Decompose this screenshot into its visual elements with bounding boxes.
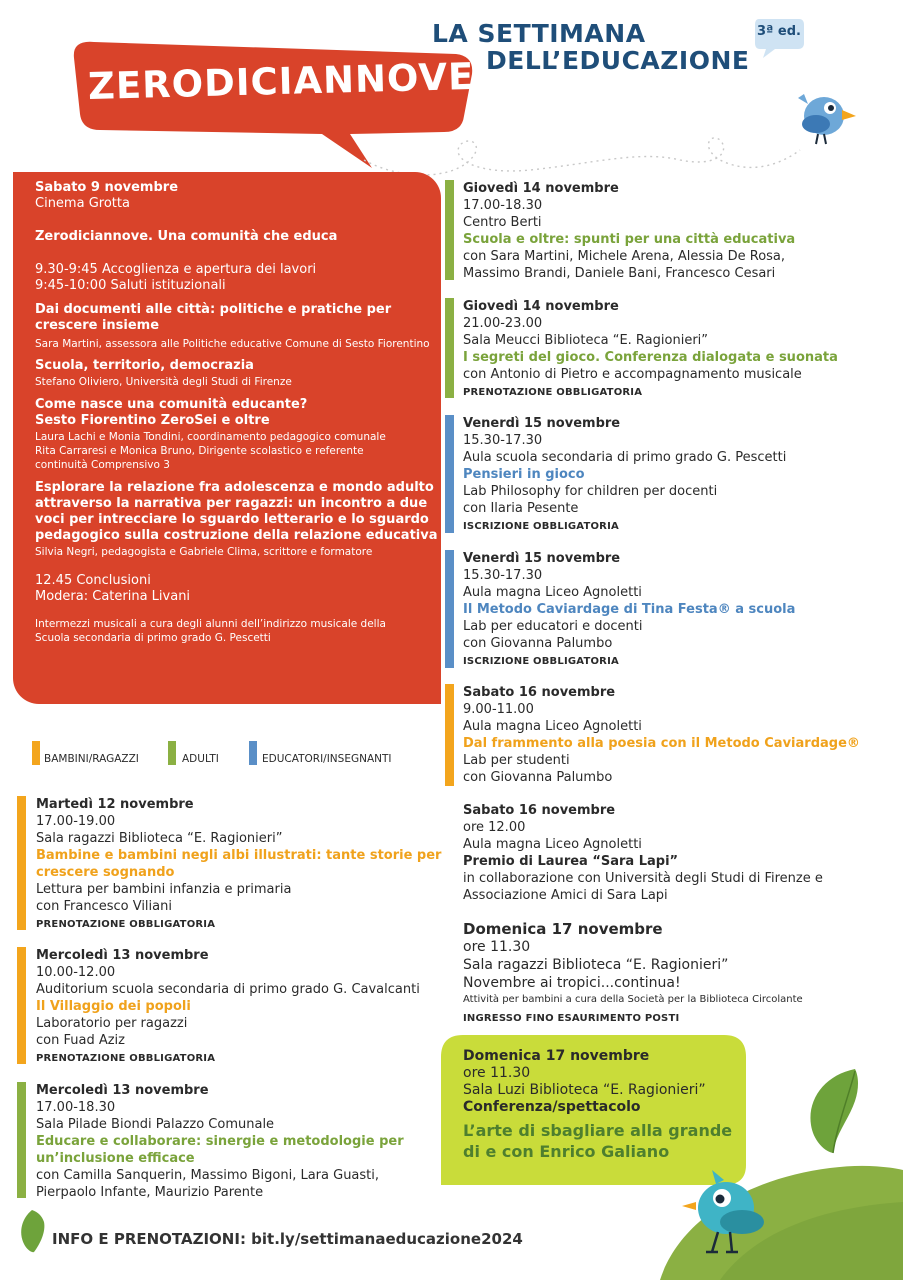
event-time: 17.00-19.00 [36,814,116,829]
page-title-line1: LA SETTIMANA [432,19,646,48]
category-bar [17,1082,26,1198]
event-title: crescere sognando [36,865,175,880]
talk-speaker: continuità Comprensivo 3 [35,459,170,471]
main-headline: Zerodiciannove. Una comunità che educa [35,229,338,244]
event-note: PRENOTAZIONE OBBLIGATORIA [36,919,216,930]
info-line: INFO E PRENOTAZIONI: bit.ly/settimanaeducazione2024 [52,1230,523,1248]
event-time: 15.30-17.30 [463,568,543,583]
edition-label: 3ª ed. [757,24,801,39]
event-time: ore 11.30 [463,939,531,955]
event-card [445,550,865,668]
event-title: di e con Enrico Galiano [463,1142,670,1161]
talk-speaker: Silvia Negri, pedagogista e Gabriele Clima, scrittore e formatore [35,546,373,558]
event-time: 17.00-18.30 [463,198,543,213]
event-date: Martedì 12 novembre [36,797,194,812]
event-card [17,796,442,930]
event-time: 10.00-12.00 [36,965,116,980]
event-title: Educare e collaborare: sinergie e metodologie per [36,1134,404,1149]
event-desc: con Francesco Viliani [36,899,172,914]
event-time: ore 11.30 [463,1065,531,1081]
category-bar [17,796,26,930]
event-title: un’inclusione efficace [36,1151,195,1166]
event-title: Premio di Laurea “Sara Lapi” [463,854,679,869]
event-venue: Auditorium scuola secondaria di primo grado G. Cavalcanti [36,982,420,997]
event-date: Venerdì 15 novembre [463,416,621,431]
talk-title: pedagogico sulla costruzione della relazione educativa [35,528,438,543]
event-desc: Lab Philosophy for children per docenti [463,484,718,499]
event-title: Bambine e bambini negli albi illustrati: tante storie per [36,848,442,863]
talk-title: attraverso la narrativa per ragazzi: un incontro a due [35,496,428,511]
event-date: Giovedì 14 novembre [463,299,619,314]
event-venue: Aula magna Liceo Agnoletti [463,837,642,852]
event-desc: con Sara Martini, Michele Arena, Alessia De Rosa, [463,249,786,264]
event-time: 9.00-11.00 [463,702,534,717]
main-conclusion: 12.45 Conclusioni [35,573,151,588]
legend-label: ADULTI [182,753,219,765]
talk-speaker: Stefano Oliviero, Università degli Studi di Firenze [35,376,292,388]
category-bar [445,298,454,398]
category-bar [445,550,454,668]
talk-title: Come nasce una comunità educante? [35,397,308,412]
event-desc: in collaborazione con Università degli Studi di Firenze e [463,871,823,886]
event-title: L’arte di sbagliare alla grande [463,1121,733,1140]
event-desc: con Giovanna Palumbo [463,636,613,651]
event-date: Venerdì 15 novembre [463,551,621,566]
event-note: INGRESSO FINO ESAURIMENTO POSTI [463,1013,680,1024]
event-desc: Massimo Brandi, Daniele Bani, Francesco Cesari [463,266,776,281]
event-venue: Sala ragazzi Biblioteca “E. Ragionieri” [36,831,283,846]
event-date: Domenica 17 novembre [463,920,663,938]
event-desc: Lettura per bambini infanzia e primaria [36,882,292,897]
event-note: PRENOTAZIONE OBBLIGATORIA [463,387,643,398]
event-time: 15.30-17.30 [463,433,543,448]
event-venue: Sala ragazzi Biblioteca “E. Ragionieri” [463,957,729,973]
event-desc: Attività per bambini a cura della Società per la Biblioteca Circolante [463,994,803,1005]
page-title-line2: DELL’EDUCAZIONE [486,46,750,75]
event-card [17,1082,432,1198]
event-title: Il Metodo Caviardage di Tina Festa® a scuola [463,602,796,617]
talk-title: voci per intrecciare lo sguardo letterario e lo sguardo [35,512,429,527]
legend-swatch-orange [32,741,40,765]
event-venue: Aula magna Liceo Agnoletti [463,719,642,734]
event-note: ISCRIZIONE OBBLIGATORIA [463,521,619,532]
logo-wordmark: ZERODICIANNOVE [87,54,475,109]
legend-label: BAMBINI/RAGAZZI [44,753,139,765]
talk-title: crescere insieme [35,318,160,333]
category-bar [445,415,454,533]
event-desc: Lab per educatori e docenti [463,619,643,634]
event-desc: Lab per studenti [463,753,570,768]
main-note: Intermezzi musicali a cura degli alunni dell’indirizzo musicale della [35,618,386,630]
event-time: 17.00-18.30 [36,1100,116,1115]
main-date: Sabato 9 novembre [35,180,179,195]
event-venue: Sala Pilade Biondi Palazzo Comunale [36,1117,275,1132]
main-event-panel [13,172,441,704]
legend-label: EDUCATORI/INSEGNANTI [262,753,392,765]
event-note: ISCRIZIONE OBBLIGATORIA [463,656,619,667]
main-note: Scuola secondaria di primo grado G. Pescetti [35,632,271,644]
event-time: ore 12.00 [463,820,526,835]
event-desc: Pierpaolo Infante, Maurizio Parente [36,1185,264,1200]
event-card [445,684,865,786]
event-venue: Aula magna Liceo Agnoletti [463,585,642,600]
legend-swatch-green [168,741,176,765]
event-desc: con Ilaria Pesente [463,501,579,516]
event-venue: Centro Berti [463,215,542,230]
event-date: Mercoledì 13 novembre [36,1083,209,1098]
event-desc: con Fuad Aziz [36,1033,125,1048]
event-desc: Associazione Amici di Sara Lapi [463,888,668,903]
bird-icon [682,1162,782,1260]
event-date: Sabato 16 novembre [463,685,616,700]
event-venue: Sala Luzi Biblioteca “E. Ragionieri” [463,1082,706,1098]
talk-title: Scuola, territorio, democrazia [35,358,254,373]
event-card [445,180,865,280]
legend-swatch-blue [249,741,257,765]
category-bar [17,947,26,1064]
event-card [445,415,865,533]
talk-title: Sesto Fiorentino ZeroSei e oltre [35,413,270,428]
event-date: Domenica 17 novembre [463,1048,650,1064]
category-bar [445,684,454,786]
event-date: Mercoledì 13 novembre [36,948,209,963]
event-venue: Aula scuola secondaria di primo grado G. Pescetti [463,450,787,465]
main-schedule-item: 9.30-9:45 Accoglienza e apertura dei lavori [35,262,317,277]
talk-title: Esplorare la relazione fra adolescenza e mondo adulto [35,480,434,495]
main-venue: Cinema Grotta [35,196,130,211]
category-bar [445,180,454,280]
event-date: Giovedì 14 novembre [463,181,619,196]
main-moderator: Modera: Caterina Livani [35,589,191,604]
talk-title: Dai documenti alle città: politiche e pratiche per [35,302,392,317]
main-schedule-item: 9:45-10:00 Saluti istituzionali [35,278,226,293]
leaf-icon [18,1208,46,1254]
event-desc: con Giovanna Palumbo [463,770,613,785]
event-desc: con Antonio di Pietro e accompagnamento musicale [463,367,802,382]
event-card [445,298,865,398]
event-time: 21.00-23.00 [463,316,543,331]
event-date: Sabato 16 novembre [463,803,616,818]
event-title: I segreti del gioco. Conferenza dialogata e suonata [463,350,838,365]
event-card [445,802,865,902]
talk-speaker: Rita Carraresi e Monica Bruno, Dirigente scolastico e referente [35,445,364,457]
talk-speaker: Sara Martini, assessora alle Politiche educative Comune di Sesto Fiorentino [35,338,430,350]
event-title: Scuola e oltre: spunti per una città educativa [463,232,796,247]
event-title: Novembre ai tropici...continua! [463,975,681,991]
event-title: Il Villaggio dei popoli [36,999,191,1014]
event-title: Dal frammento alla poesia con il Metodo Caviardage® [463,736,860,751]
event-desc: Laboratorio per ragazzi [36,1016,188,1031]
event-type: Conferenza/spettacolo [463,1099,641,1115]
event-venue: Sala Meucci Biblioteca “E. Ragionieri” [463,333,709,348]
event-title: Pensieri in gioco [463,467,585,482]
talk-speaker: Laura Lachi e Monia Tondini, coordinamento pedagogico comunale [35,431,386,443]
event-desc: con Camilla Sanquerin, Massimo Bigoni, Lara Guasti, [36,1168,380,1183]
event-card [445,920,865,1030]
event-card [17,947,432,1064]
event-note: PRENOTAZIONE OBBLIGATORIA [36,1053,216,1064]
